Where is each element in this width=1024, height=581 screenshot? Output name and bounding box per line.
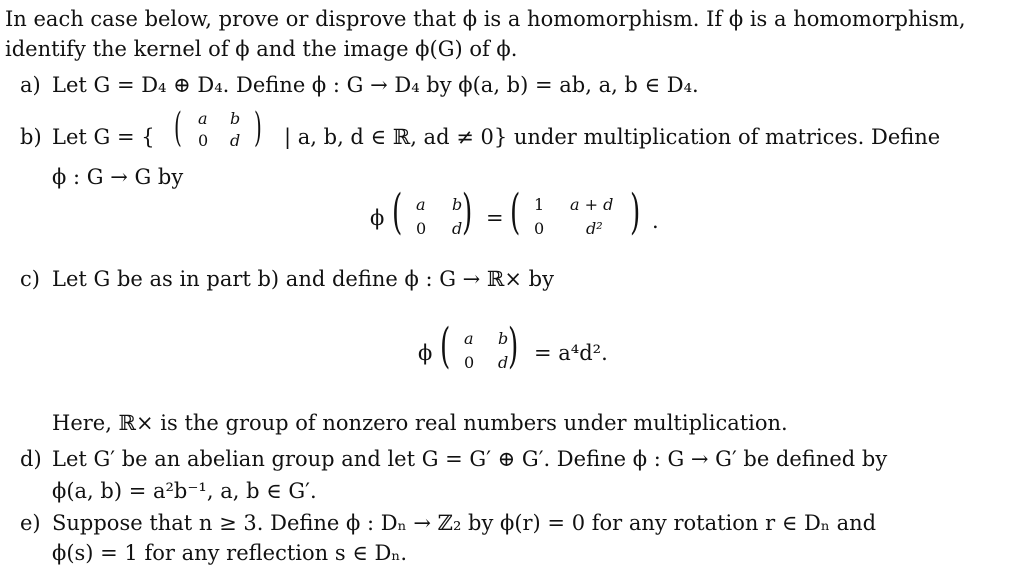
intro-line-2: identify the kernel of ϕ and the image ϕ(G) of ϕ.	[5, 37, 518, 61]
part-b-line-2: ϕ : G → G by	[52, 165, 184, 189]
right-paren: )	[630, 184, 641, 240]
matrix-entry: a	[198, 109, 208, 128]
right-paren: )	[254, 105, 262, 151]
matrix-entry: d	[452, 219, 463, 238]
period: .	[652, 209, 659, 233]
right-paren: )	[462, 184, 473, 240]
matrix-entry: d²	[586, 219, 603, 238]
part-c-note: Here, ℝ× is the group of nonzero real numbers under multiplication.	[52, 411, 788, 435]
part-c-label: c)	[20, 267, 40, 291]
equals-sign: =	[486, 206, 504, 230]
part-e-label: e)	[20, 511, 41, 535]
left-paren: (	[174, 105, 182, 151]
matrix-entry: 0	[534, 219, 545, 238]
matrix-entry: b	[230, 109, 241, 128]
matrix-entry: b	[452, 195, 463, 214]
matrix-entry: a	[416, 195, 426, 214]
matrix-entry: d	[498, 353, 509, 372]
matrix-b-output	[530, 194, 640, 242]
part-c-rhs: = a⁴d².	[534, 341, 608, 365]
part-c-text: Let G be as in part b) and define ϕ : G → ℝ× by	[52, 267, 554, 291]
matrix-entry: a	[464, 329, 474, 348]
matrix-entry: 0	[198, 131, 209, 150]
left-paren: (	[510, 184, 521, 240]
matrix-entry: b	[498, 329, 509, 348]
left-paren: (	[392, 184, 403, 240]
matrix-b-domain	[190, 108, 250, 156]
part-d-line-2: ϕ(a, b) = a²b⁻¹, a, b ∈ G′.	[52, 479, 317, 503]
part-d-line-1: Let G′ be an abelian group and let G = G′ ⊕ G′. Define ϕ : G → G′ be defined by	[52, 447, 888, 471]
intro-line-1: In each case below, prove or disprove that ϕ is a homomorphism. If ϕ is a homomorphism,	[5, 7, 966, 31]
part-b-suffix: | a, b, d ∈ ℝ, ad ≠ 0} under multiplication of matrices. Define	[284, 125, 941, 149]
matrix-entry: 0	[416, 219, 427, 238]
matrix-entry: 0	[464, 353, 475, 372]
phi-symbol: ϕ	[370, 206, 385, 230]
part-d-label: d)	[20, 447, 42, 471]
part-e-line-1: Suppose that n ≥ 3. Define ϕ : Dₙ → ℤ₂ by ϕ(r) = 0 for any rotation r ∈ Dₙ and	[52, 511, 877, 535]
part-b-label: b)	[20, 125, 42, 149]
matrix-b-input	[410, 194, 470, 242]
part-b-prefix: Let G = {	[52, 125, 155, 149]
right-paren: )	[508, 318, 519, 374]
matrix-entry: d	[230, 131, 241, 150]
part-a-text: Let G = D₄ ⊕ D₄. Define ϕ : G → D₄ by ϕ(a, b) = ab, a, b ∈ D₄.	[52, 73, 699, 97]
part-e-line-2: ϕ(s) = 1 for any reflection s ∈ Dₙ.	[52, 541, 408, 565]
matrix-entry: a + d	[570, 195, 614, 214]
left-paren: (	[440, 318, 451, 374]
phi-symbol: ϕ	[418, 341, 433, 365]
part-a-label: a)	[20, 73, 41, 97]
matrix-entry: 1	[534, 195, 545, 214]
